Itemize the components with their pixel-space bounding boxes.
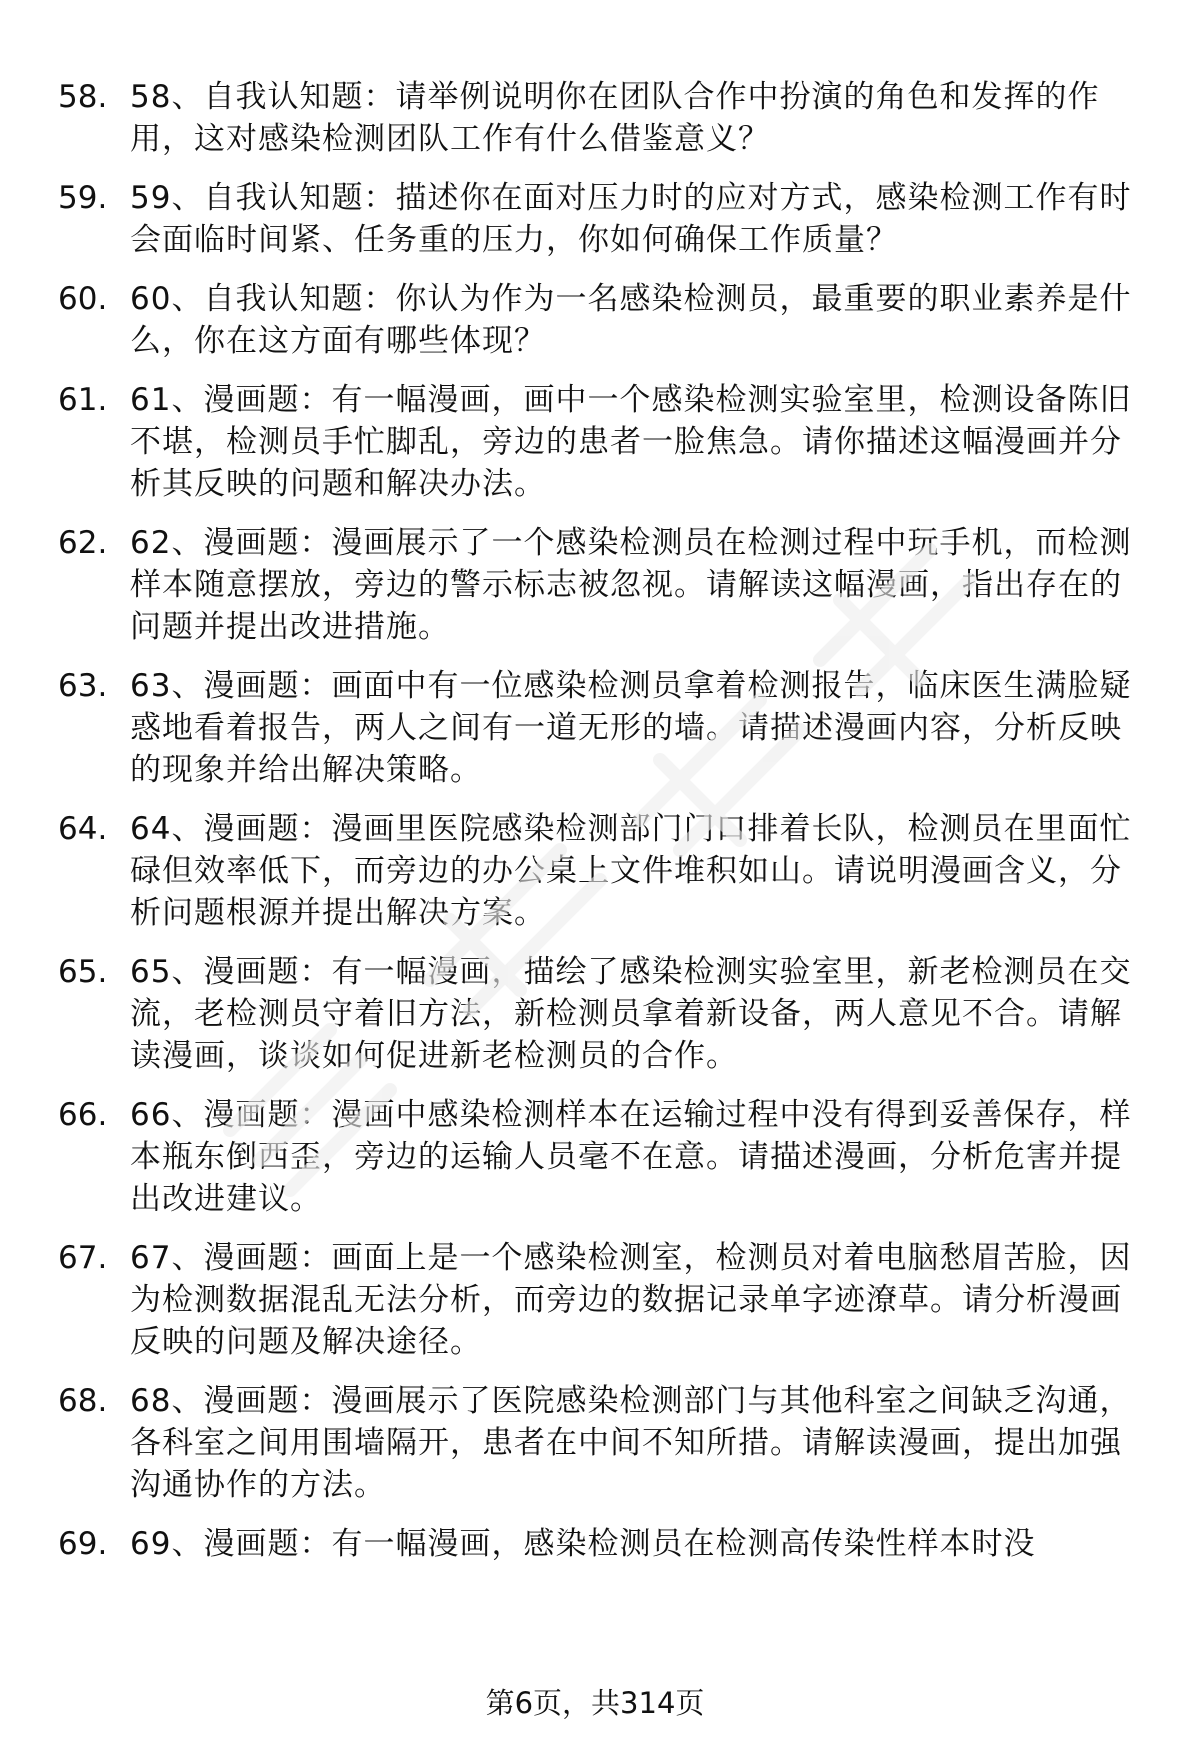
question-number: 58.	[58, 79, 108, 115]
question-text: 59、自我认知题：描述你在面对压力时的应对方式，感染检测工作有时会面临时间紧、任务重的压力，你如何确保工作质量？	[130, 180, 1132, 258]
question-text: 69、漫画题：有一幅漫画，感染检测员在检测高传染性样本时没	[130, 1526, 1036, 1562]
question-number: 68.	[58, 1383, 108, 1419]
question-item	[58, 379, 1148, 505]
question-item	[58, 278, 1148, 362]
question-text: 63、漫画题：画面中有一位感染检测员拿着检测报告，临床医生满脸疑惑地看着报告，两人之间有一道无形的墙。请描述漫画内容，分析反映的现象并给出解决策略。	[130, 668, 1132, 788]
question-number: 66.	[58, 1097, 108, 1133]
question-item	[58, 1380, 1148, 1506]
question-text: 61、漫画题：有一幅漫画，画中一个感染检测实验室里，检测设备陈旧不堪，检测员手忙脚乱，旁边的患者一脸焦急。请你描述这幅漫画并分析其反映的问题和解决办法。	[130, 382, 1132, 502]
question-text: 66、漫画题：漫画中感染检测样本在运输过程中没有得到妥善保存，样本瓶东倒西歪，旁边的运输人员毫不在意。请描述漫画，分析危害并提出改进建议。	[130, 1097, 1132, 1217]
question-item	[58, 1523, 1148, 1565]
question-list	[58, 76, 1148, 1582]
question-number: 62.	[58, 525, 108, 561]
question-number: 59.	[58, 180, 108, 216]
question-item	[58, 1094, 1148, 1220]
question-item	[58, 1237, 1148, 1363]
question-number: 60.	[58, 281, 108, 317]
question-number: 64.	[58, 811, 108, 847]
page-footer: 第6页，共314页	[485, 1686, 705, 1720]
question-text: 64、漫画题：漫画里医院感染检测部门门口排着长队，检测员在里面忙碌但效率低下，而旁边的办公桌上文件堆积如山。请说明漫画含义，分析问题根源并提出解决方案。	[130, 811, 1132, 931]
question-item	[58, 522, 1148, 648]
question-number: 65.	[58, 954, 108, 990]
question-text: 67、漫画题：画面上是一个感染检测室，检测员对着电脑愁眉苦脸，因为检测数据混乱无法分析，而旁边的数据记录单字迹潦草。请分析漫画反映的问题及解决途径。	[130, 1240, 1132, 1360]
question-text: 68、漫画题：漫画展示了医院感染检测部门与其他科室之间缺乏沟通，各科室之间用围墙隔开，患者在中间不知所措。请解读漫画，提出加强沟通协作的方法。	[130, 1383, 1132, 1503]
question-item	[58, 665, 1148, 791]
question-number: 69.	[58, 1526, 108, 1562]
question-item	[58, 808, 1148, 934]
question-text: 65、漫画题：有一幅漫画，描绘了感染检测实验室里，新老检测员在交流，老检测员守着旧方法，新检测员拿着新设备，两人意见不合。请解读漫画，谈谈如何促进新老检测员的合作。	[130, 954, 1132, 1074]
question-item	[58, 951, 1148, 1077]
question-number: 63.	[58, 668, 108, 704]
question-text: 58、自我认知题：请举例说明你在团队合作中扮演的角色和发挥的作用，这对感染检测团队工作有什么借鉴意义？	[130, 79, 1100, 157]
question-item	[58, 76, 1148, 160]
question-number: 61.	[58, 382, 108, 418]
question-text: 60、自我认知题：你认为作为一名感染检测员，最重要的职业素养是什么，你在这方面有哪些体现？	[130, 281, 1132, 359]
question-item	[58, 177, 1148, 261]
question-number: 67.	[58, 1240, 108, 1276]
question-text: 62、漫画题：漫画展示了一个感染检测员在检测过程中玩手机，而检测样本随意摆放，旁边的警示标志被忽视。请解读这幅漫画，指出存在的问题并提出改进措施。	[130, 525, 1132, 645]
